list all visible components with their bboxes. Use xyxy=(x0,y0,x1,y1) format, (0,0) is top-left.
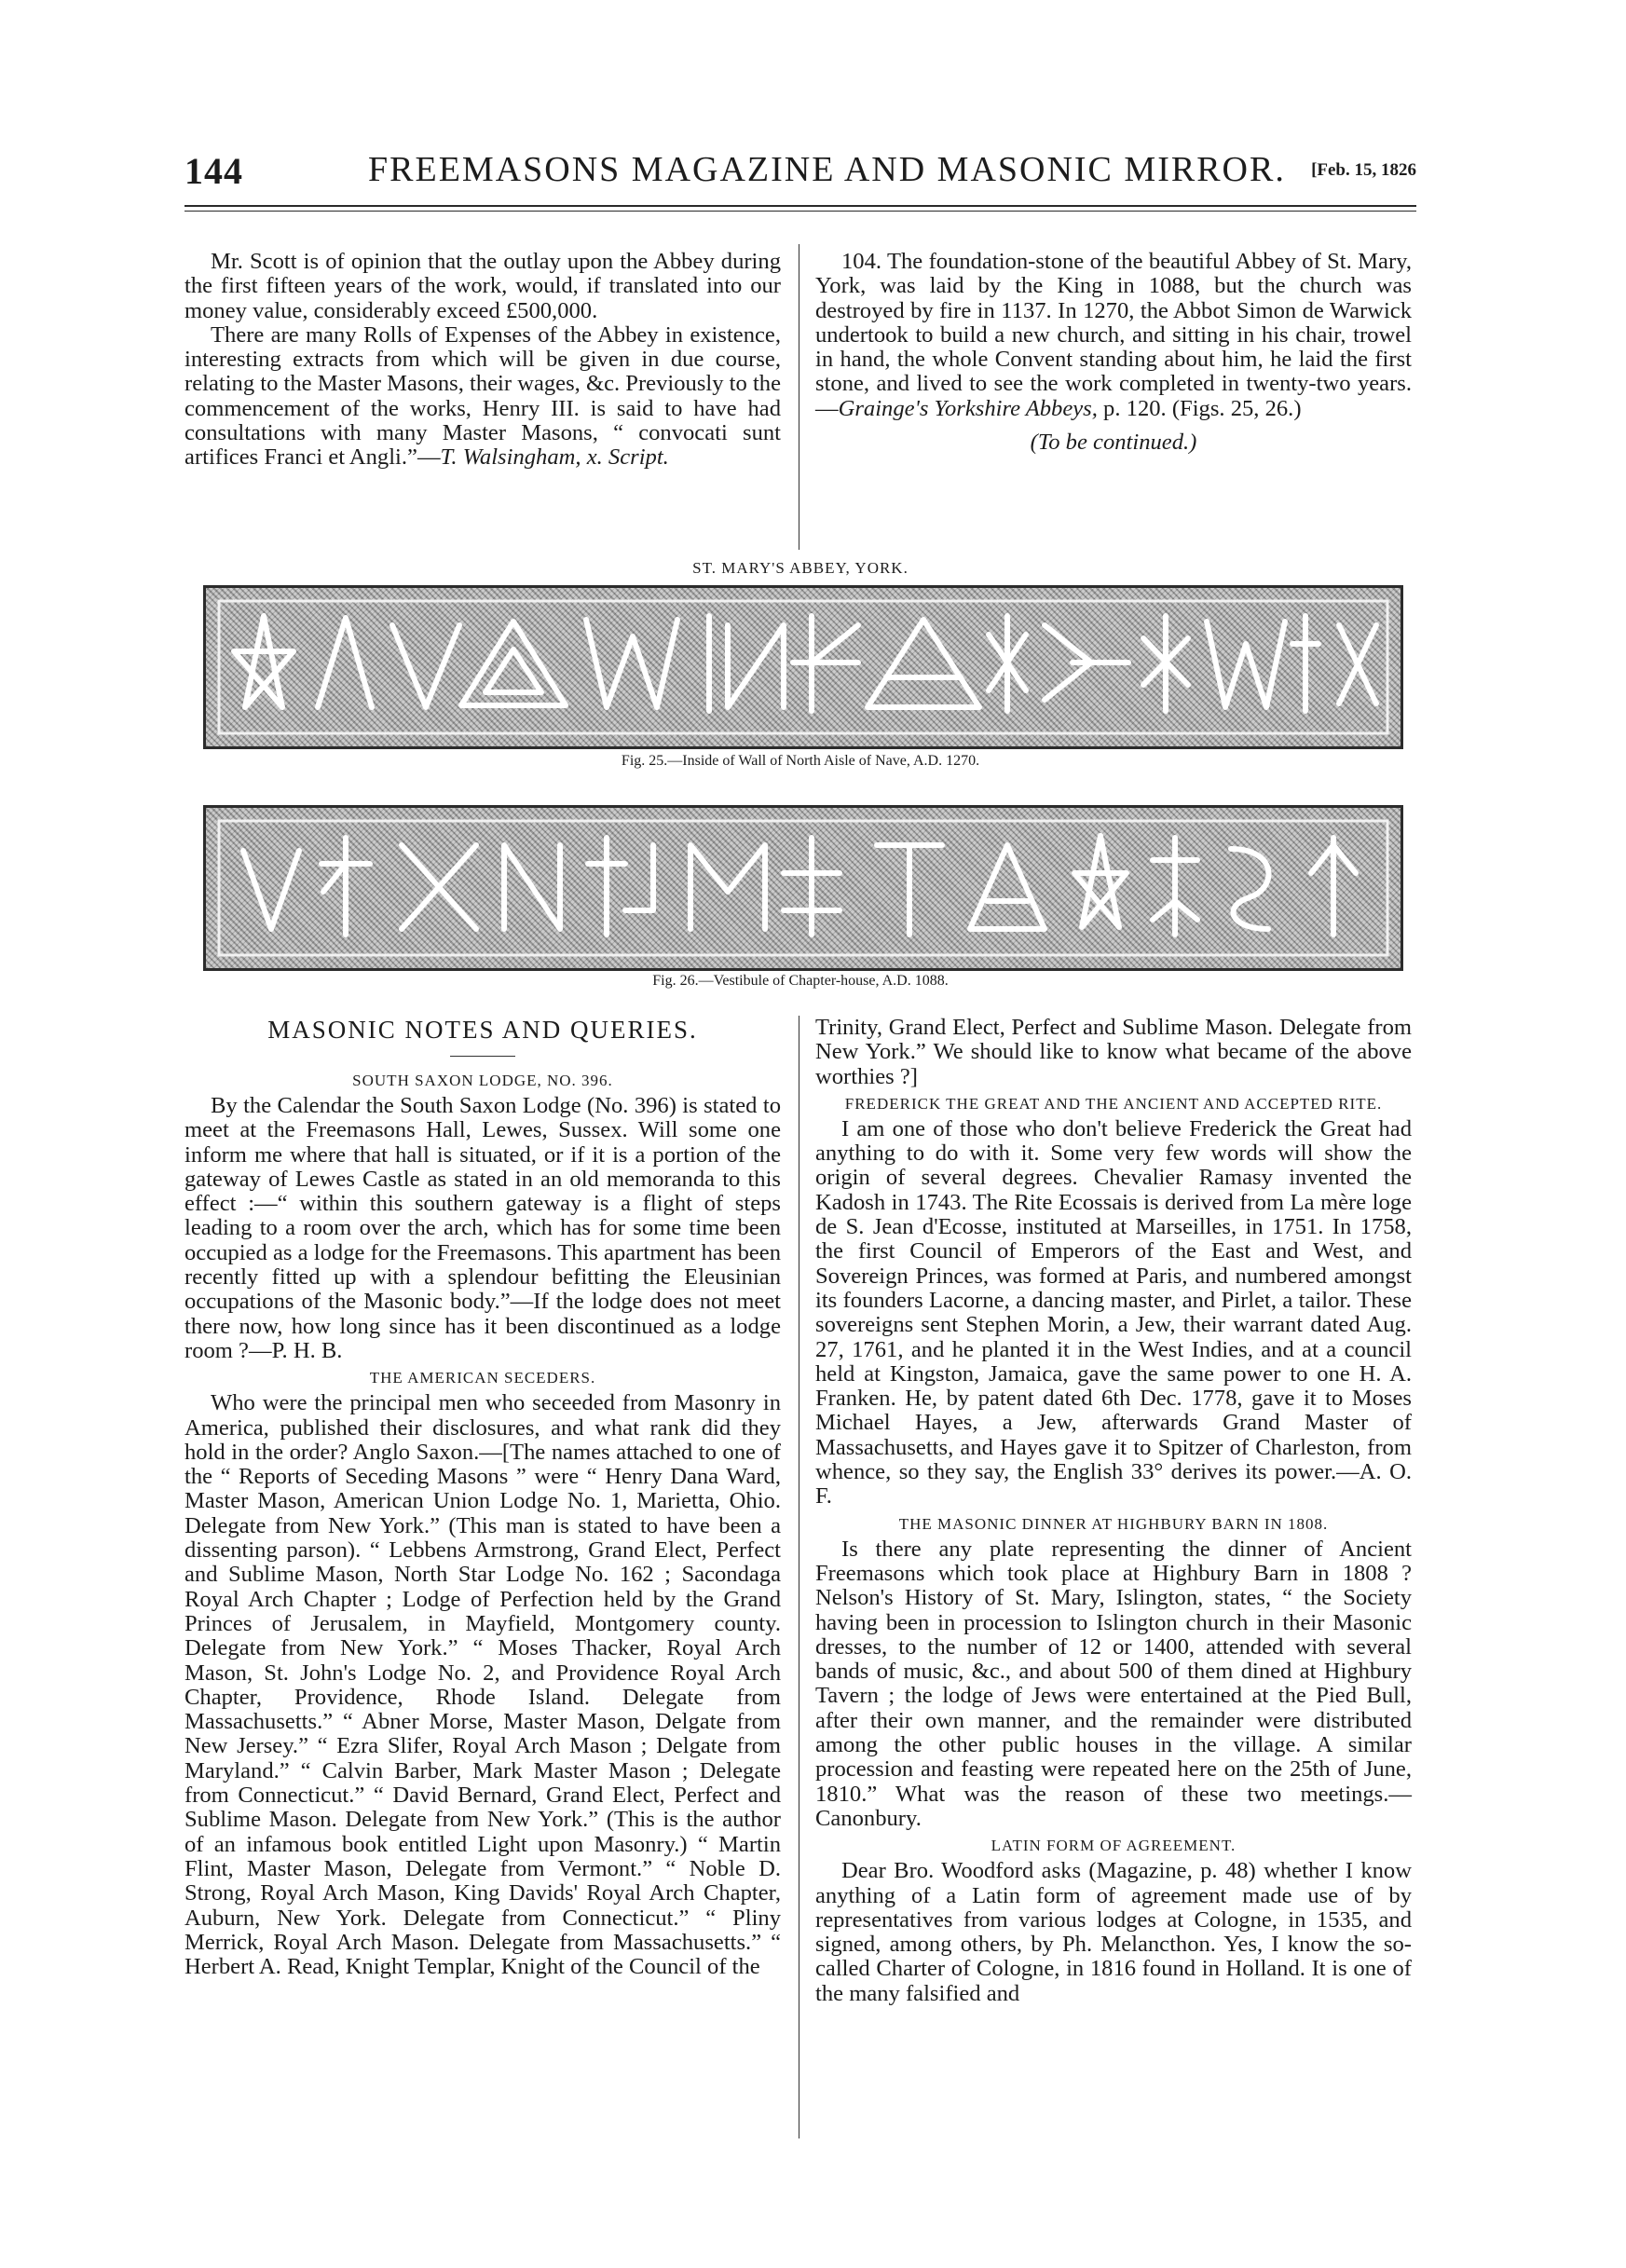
to-be-continued: (To be continued.) xyxy=(1030,430,1197,456)
paragraph-st-marys: 104. The foundation-stone of the beautiful Abbey of St. Mary, York, was laid by the King in 1088, but the church was destroyed by fire in 1137. In 1270, the Abbot Simon de Warwick undertook to build a new church, and sitting in his chair, trowel in hand, the whole Convent standing about him, he laid the first stone, and lived to see the work completed in twenty-two years.—Grainge's Yorkshire Abbeys, p. 120. (Figs. 25, 26.) xyxy=(815,249,1412,421)
heading-latin-agreement: LATIN FORM OF AGREEMENT. xyxy=(991,1837,1237,1855)
paragraph-american-seceders: Who were the principal men who seceeded from Masonry in America, published their disclosures, and what rank did they hold in the order? Anglo Saxon.—[The names attached to one of the “ Reports of Seceding Masons ” were “ Henry Dana Ward, Master Mason, American Union Lodge No. 1, Marietta, Ohio. Delegate from New York.” (This man is stated to have been a dissenting parson). “ Lebbens Armstrong, Grand Elect, Perfect and Sublime Mason, North Star Lodge No. 162 ; Sacondaga Royal Arch Chapter ; Lodge of Perfection held by the Grand Princes of Jerusalem, in Mayfield, Montgomery county. Delegate from New York.” “ Moses Thacker, Royal Arch Mason, St. John's Lodge No. 2, and Providence Royal Arch Chapter, Providence, Rhode Island. Delegate from Massachusetts.” “ Abner Morse, Master Mason, Delgate from New Jersey.” “ Ezra Slifer, Royal Arch Mason ; Delgate from Maryland.” “ Calvin Barber, Mark Master Mason ; Delegate from Connecticut.” “ David Bernard, Grand Elect, Perfect and Sublime Mason. Delegate from New York.” (This is the author of an infamous book entitled Light upon Masonry.) “ Martin Flint, Master Mason, Delegate from Vermont.” “ Noble D. Strong, Royal Arch Mason, King Davids' Royal Arch Chapter, Auburn, New York. Delegate from Connecticut.” “ Pliny Merrick, Royal Arch Mason. Delegate from Massachusetts.” “ Herbert A. Read, Knight Templar, Knight of the Council of the xyxy=(184,1390,781,1980)
masons-marks-row-1 xyxy=(206,588,1401,746)
header-rule xyxy=(184,205,1416,207)
top-right-column xyxy=(815,250,1412,455)
issue-date: [Feb. 15, 1826 xyxy=(1311,160,1416,180)
title-rule xyxy=(450,1056,515,1057)
top-left-column xyxy=(184,250,781,471)
masons-marks-row-2 xyxy=(206,808,1401,968)
paragraph-south-saxon-lodge: By the Calendar the South Saxon Lodge (No. 396) is stated to meet at the Freemasons Hall, Lewes, Sussex. Will some one inform me where that hall is situated, or if it is a portion of the gateway of Lewes Castle as stated in an old memoranda to this effect :—“ within this southern gateway is a flight of steps leading to a room over the arch, which has for some time been occupied as a lodge for the Freemasons. This apartment has been recently fitted up with a splendour befitting the Eleusinian occupations of the Masonic body.”—If the lodge does not meet there now, how long since has it been discontinued as a lodge room ?—P. H. B. xyxy=(184,1093,781,1363)
heading-frederick-the-great: FREDERICK THE GREAT AND THE ANCIENT AND ACCEPTED RITE. xyxy=(844,1094,1383,1113)
notes-left-column xyxy=(184,1016,781,1979)
paragraph-american-seceders-cont: Trinity, Grand Elect, Perfect and Sublime Mason. Delegate from New York.” We should like to know what became of the above worthies ?] xyxy=(815,1015,1412,1089)
magazine-title: FREEMASONS MAGAZINE AND MASONIC MIRROR. xyxy=(368,150,1286,189)
notes-right-column xyxy=(815,1016,1412,2006)
header-rule-thin xyxy=(184,211,1416,212)
figure-25-masons-marks xyxy=(203,585,1403,749)
figure-26-caption: Fig. 26.—Vestibule of Chapter-house, A.D. 1088. xyxy=(652,973,949,989)
heading-highbury-barn-dinner: THE MASONIC DINNER AT HIGHBURY BARN IN 1808. xyxy=(898,1514,1329,1533)
plate-title: ST. MARY'S ABBEY, YORK. xyxy=(692,559,909,577)
citation-grainge: Grainge's Yorkshire Abbeys, xyxy=(838,395,1098,421)
page-header xyxy=(184,149,1416,192)
heading-american-seceders: THE AMERICAN SECEDERS. xyxy=(369,1369,596,1387)
paragraph-frederick-the-great: I am one of those who don't believe Frederick the Great had anything to do with it. Some very few words will show the origin of several degrees. Chevalier Ramasy invented the Kadosh in 1743. The Rite Ecossais is derived from La mère loge de S. Jean d'Ecosse, instituted at Marseilles, in 1751. In 1758, the first Council of Emperors of the East and West, and Sovereign Princes, was formed at Paris, and numbered amongst its founders Lacorne, a dancing master, and Pirlet, a tailor. These sovereigns sent Stephen Morin, a Jew, their warrant dated Aug. 27, 1761, and he planted it in the West Indies, and at a council held at Kingston, Jamaica, gave the same power to one H. A. Franken. He, by patent dated 6th Dec. 1778, gave it to Moses Michael Hayes, a Jew, afterwards Grand Master of Massachusetts, and Hayes gave it to Spitzer of Charleston, from whence, so they say, the English 33° derives its power.—A. O. F. xyxy=(815,1115,1412,1510)
paragraph-highbury-barn-dinner: Is there any plate representing the dinner of Ancient Freemasons which took place at Highbury Barn in 1808 ? Nelson's History of St. Mary, Islington, states, “ the Society having been in procession to Islington church in their Masonic dresses, to the number of 12 or 1400, attended with several bands of music, &c., and about 500 of them dined at Highbury Tavern ; the lodge of Jews were entertained at the Pied Bull, after their own manner, and the remainder were distributed among the other public houses in the village. A similar procession and feasting were repeated here on the 25th of June, 1810.” What was the reason of these two meetings.—Canonbury. xyxy=(815,1536,1412,1831)
figure-25-caption: Fig. 25.—Inside of Wall of North Aisle of Nave, A.D. 1270. xyxy=(621,753,980,769)
paragraph-rolls: There are many Rolls of Expenses of the Abbey in existence, interesting extracts from which will be given in due course, relating to the Master Masons, their wages, &c. Previously to the commencement of the works, Henry III. is said to have had consultations with many Master Masons, “ convocati sunt artifices Franci et Angli.”—T. Walsingham, x. Script. xyxy=(184,321,781,471)
heading-south-saxon-lodge: SOUTH SAXON LODGE, NO. 396. xyxy=(352,1072,613,1089)
section-title-notes-queries: MASONIC NOTES AND QUERIES. xyxy=(267,1016,698,1044)
page-number: 144 xyxy=(184,150,243,192)
citation-walsingham: T. Walsingham, x. Script. xyxy=(440,444,669,471)
paragraph-latin-agreement: Dear Bro. Woodford asks (Magazine, p. 48) whether I know anything of a Latin form of agreement made use of by representatives from various lodges at Cologne, in 1535, and signed, among others, by Ph. Melancthon. Yes, I know the so-called Charter of Cologne, in 1816 found in Holland. It is one of the many falsified and xyxy=(815,1858,1412,2006)
figure-26-masons-marks xyxy=(203,805,1403,971)
paragraph-outlay: Mr. Scott is of opinion that the outlay upon the Abbey during the first fifteen years of the work, would, if translated into our money value, considerably exceed £500,000. xyxy=(184,249,781,323)
